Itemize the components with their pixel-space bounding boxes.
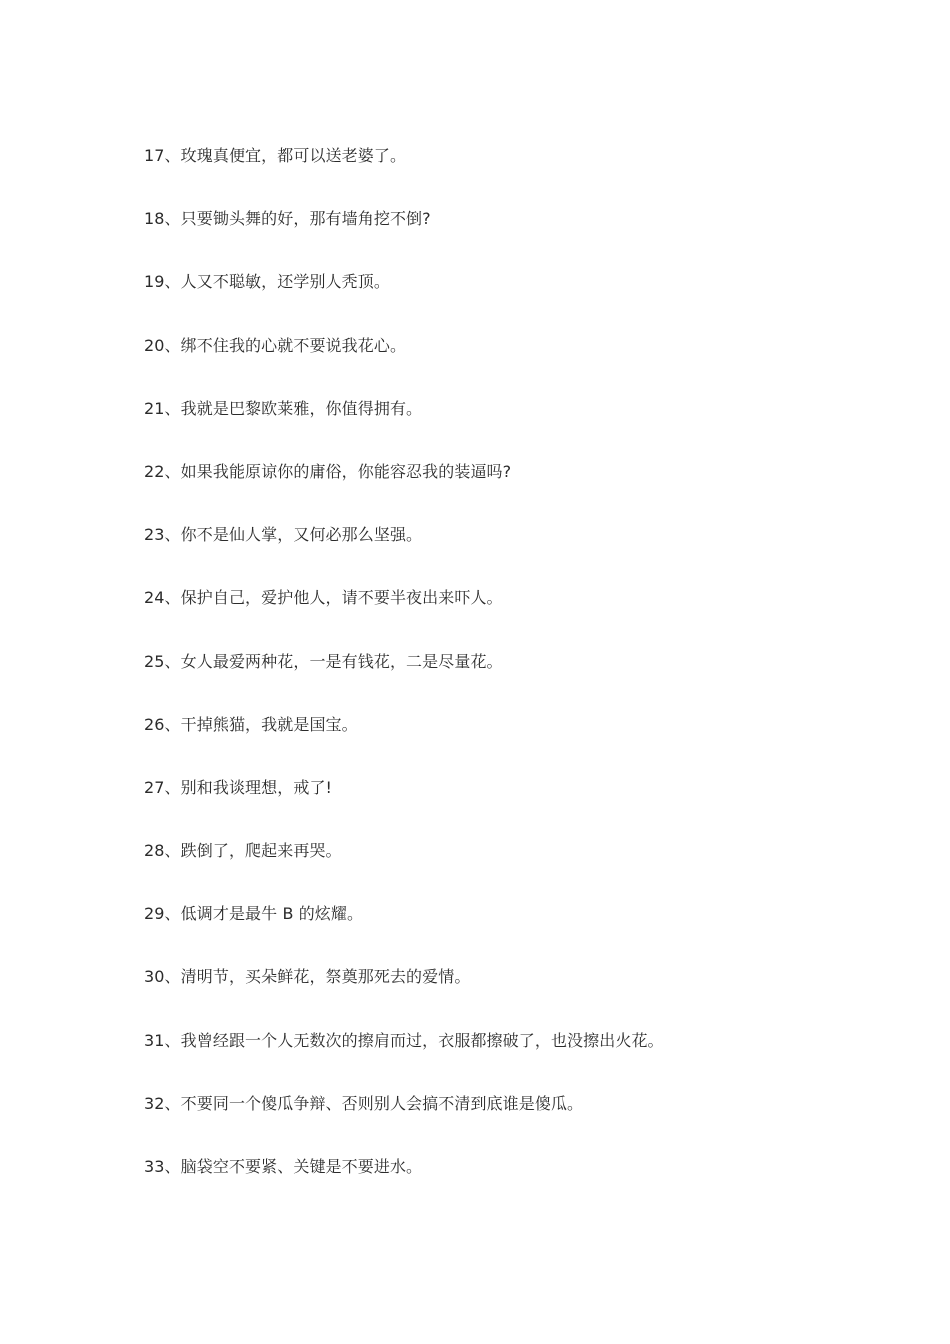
list-item: 21、我就是巴黎欧莱雅，你值得拥有。 <box>144 398 423 418</box>
list-item: 27、别和我谈理想，戒了! <box>144 777 333 797</box>
list-item: 17、玫瑰真便宜，都可以送老婆了。 <box>144 146 407 165</box>
list-item: 26、干掉熊猫，我就是国宝。 <box>144 714 358 734</box>
list-item: 22、如果我能原谅你的庸俗，你能容忍我的装逼吗? <box>144 461 512 481</box>
list-item: 31、我曾经跟一个人无数次的擦肩而过，衣服都擦破了，也没擦出火花。 <box>144 1030 664 1050</box>
list-item: 25、女人最爱两种花，一是有钱花，二是尽量花。 <box>144 651 503 671</box>
list-item: 20、绑不住我的心就不要说我花心。 <box>144 335 407 355</box>
list-item: 29、低调才是最牛 B 的炫耀。 <box>144 904 364 924</box>
list-item: 28、跌倒了，爬起来再哭。 <box>144 841 342 861</box>
list-item: 30、清明节，买朵鲜花，祭奠那死去的爱情。 <box>144 967 471 987</box>
list-item: 24、保护自己，爱护他人，请不要半夜出来吓人。 <box>144 588 503 608</box>
list-item: 33、脑袋空不要紧、关键是不要进水。 <box>144 1157 423 1176</box>
list-item: 23、你不是仙人掌，又何必那么坚强。 <box>144 525 423 545</box>
quote-list <box>144 144 904 1218</box>
list-item: 32、不要同一个傻瓜争辩、否则别人会搞不清到底谁是傻瓜。 <box>144 1093 584 1113</box>
list-item: 19、人又不聪敏，还学别人秃顶。 <box>144 272 390 292</box>
list-item: 18、只要锄头舞的好，那有墙角挖不倒? <box>144 209 431 229</box>
